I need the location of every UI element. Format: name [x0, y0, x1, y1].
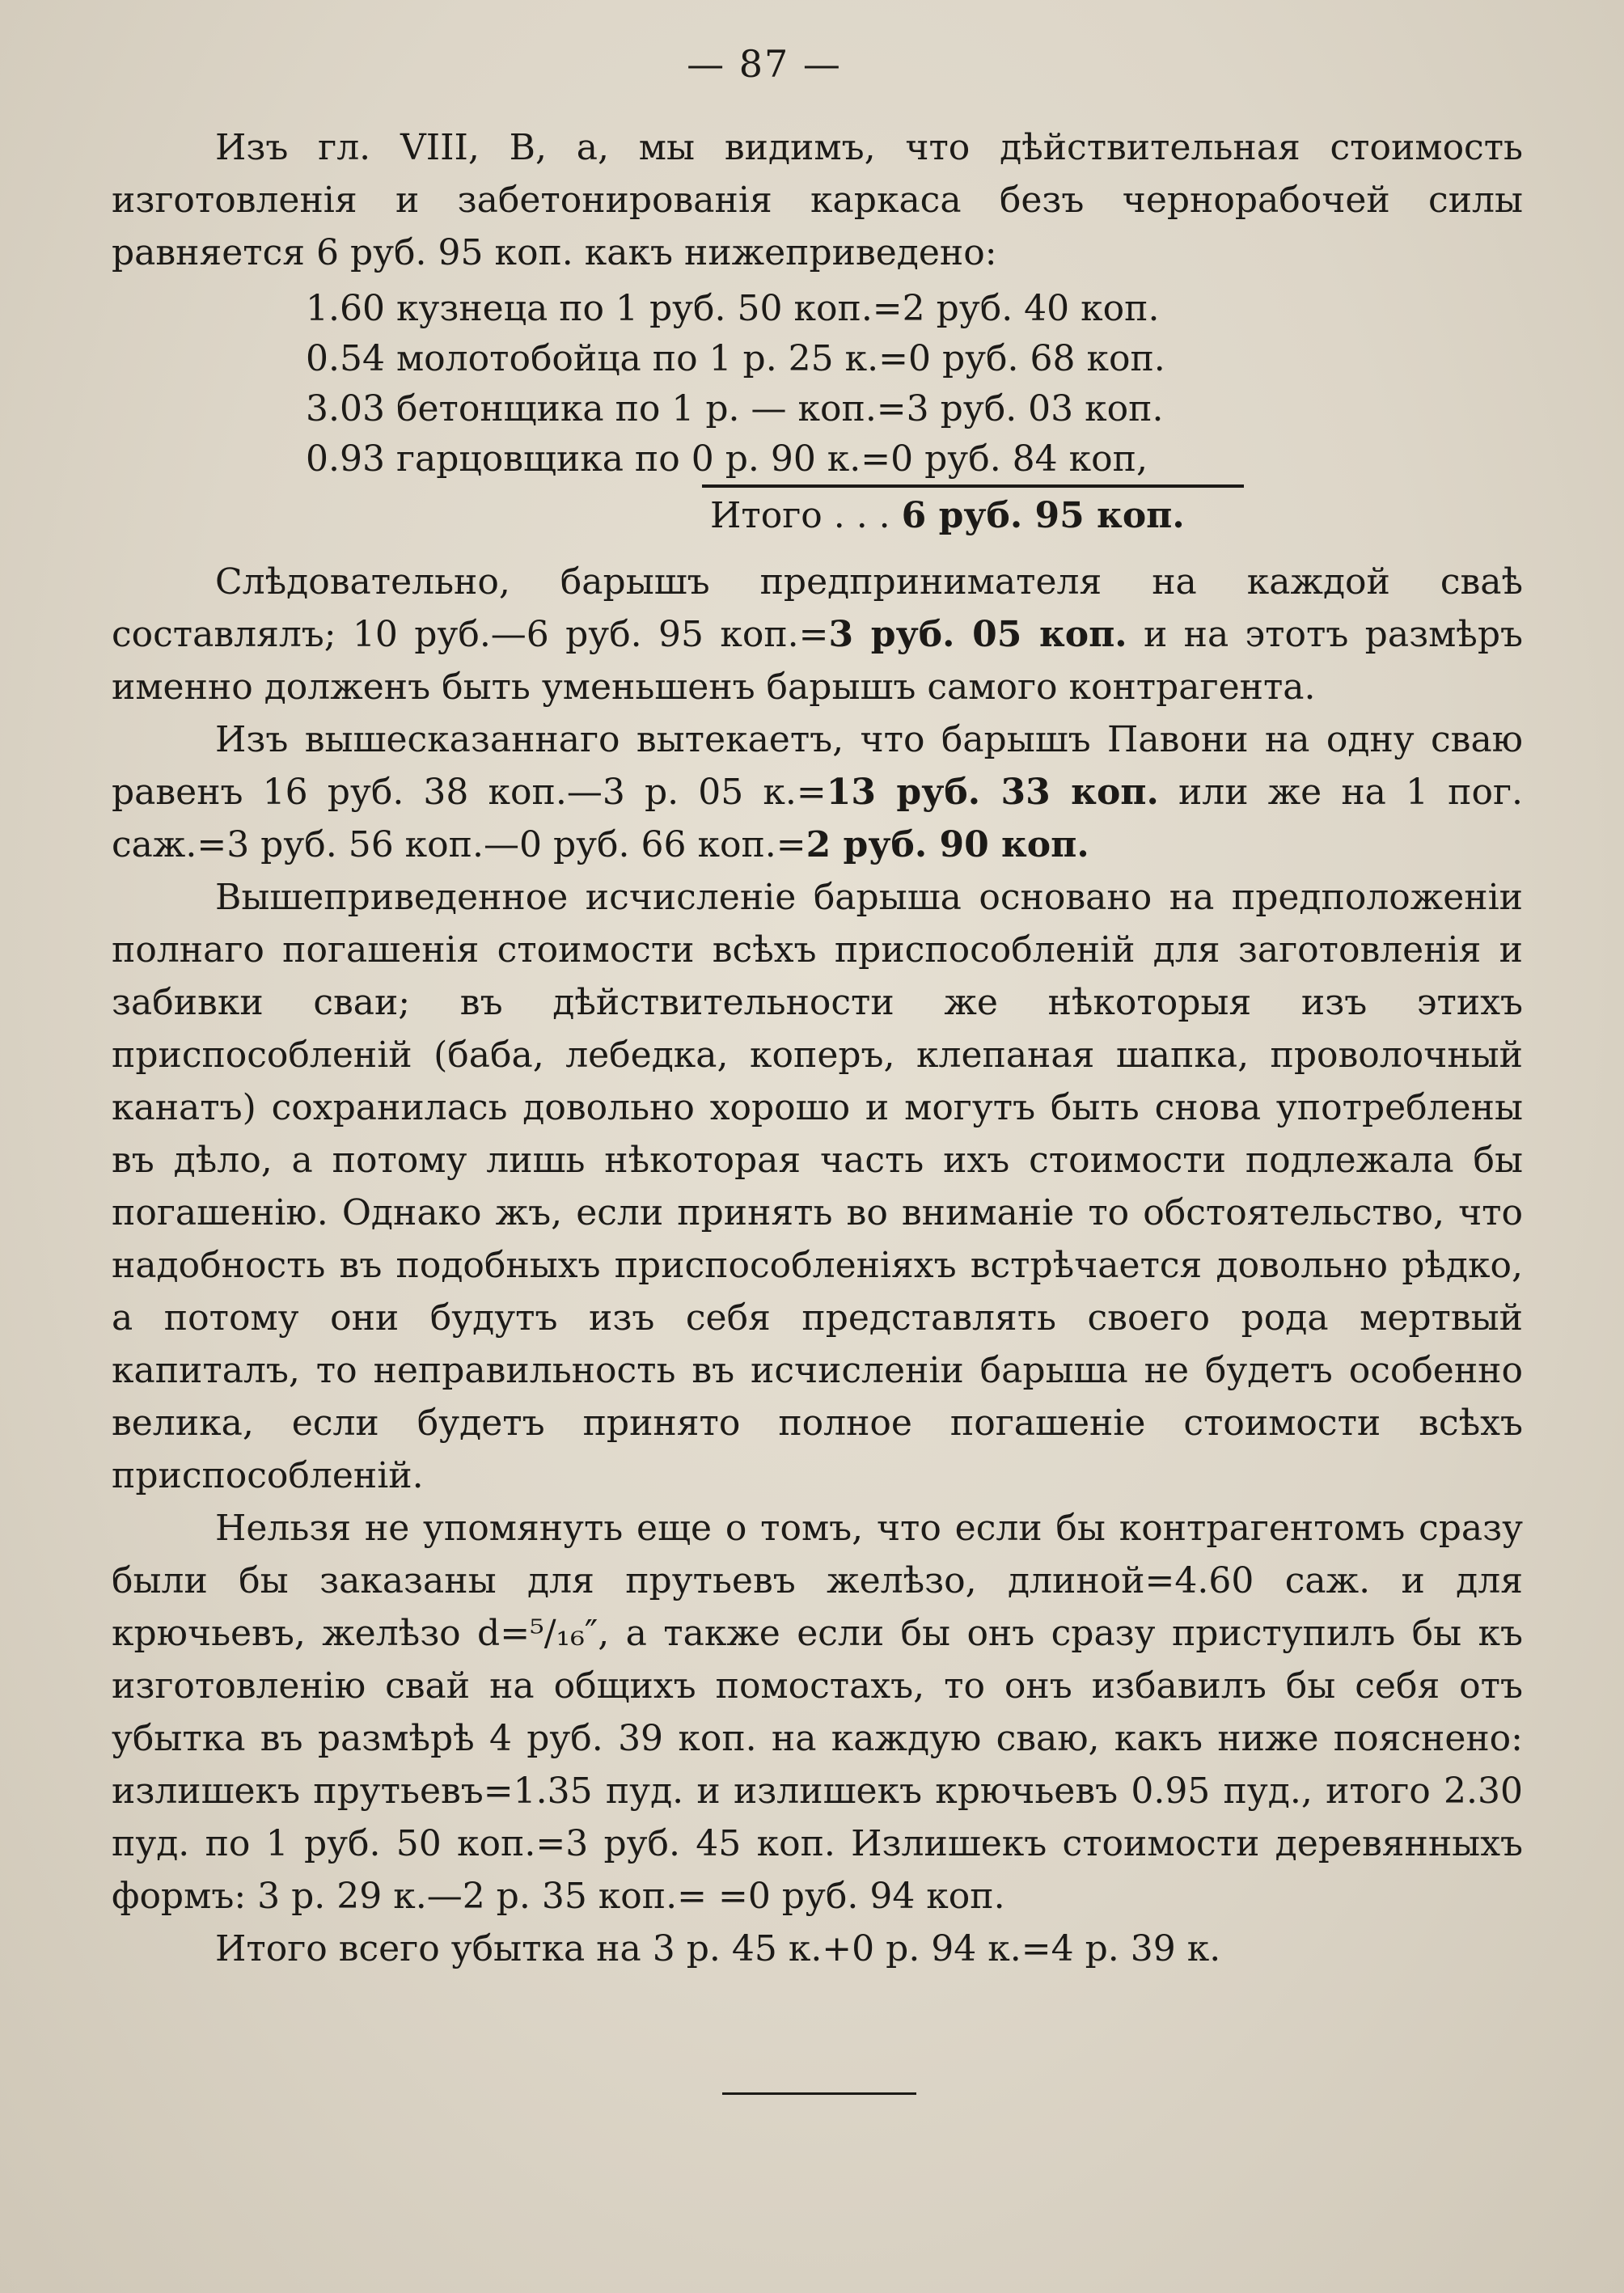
- cost-calculation: [306, 284, 1236, 544]
- page-number: — 87 —: [687, 42, 842, 86]
- paragraph-3-bold-2: 2 руб. 90 коп.: [806, 824, 1089, 865]
- paragraph-3-bold-1: 13 руб. 33 коп.: [826, 772, 1159, 813]
- paragraph-2-text-a: Слѣдовательно, барышъ предпринимателя на каждой сваѣ составлялъ; 10 руб.—6 руб. 95 коп.=: [112, 561, 1523, 655]
- paragraph-1: Изъ гл. VIII, В, а, мы видимъ, что дѣйствительная стоимость изготовленія и забетонированія каркаса безъ чернорабочей силы равняется 6 руб. 95 коп. какъ нижеприведено:: [112, 127, 1523, 273]
- paragraph-3-text-a: Изъ вышесказаннаго вытекаетъ, что барышъ Павони на одну сваю равенъ 16 руб. 38 коп.—3 р. 05 к.=: [112, 719, 1523, 813]
- paragraph-4: Вышеприведенное исчисленіе барыша основано на предположеніи полнаго погашенія стоимости всѣхъ приспособленій для заготовленія и забивки сваи; въ дѣйствительности же нѣкоторыя изъ этихъ приспособленій (баба, лебедка, коперъ, клепаная шапка, проволочный канатъ) сохранилась довольно хорошо и могутъ быть снова употреблены въ дѣло, а потому лишь нѣкоторая часть ихъ стоимости подлежала бы погашенію. Однако жъ, если принять во вниманіе то обстоятельство, что надобность въ подобныхъ приспособленіяхъ встрѣчается довольно рѣдко, а потому они будутъ изъ себя представлять своего рода мертвый капиталъ, то неправильность въ исчисленіи барыша не будетъ особенно велика, если будетъ принято полное погашеніе стоимости всѣхъ приспособленій.: [112, 877, 1523, 1496]
- calc-total: [702, 484, 1244, 544]
- calc-line-3: 3.03 бетонщика по 1 р. — коп.=3 руб. 03 коп.: [306, 388, 1164, 429]
- paragraph-3: [112, 713, 1523, 871]
- paragraph-3-text-b: или же на 1 пог. саж.=3 руб. 56 коп.—0 руб. 66 коп.=: [112, 772, 1523, 865]
- page-body: [112, 121, 1523, 1975]
- calc-total-value: 6 руб. 95 коп.: [901, 495, 1185, 536]
- paragraph-5: Нельзя не упомянуть еще о томъ, что если бы контрагентомъ сразу были бы заказаны для прутьевъ желѣзо, длиной=4.60 саж. и для крючьевъ, желѣзо d=⁵/₁₆″, а также если бы онъ сразу приступилъ бы къ изготовленію свай на общихъ помостахъ, то онъ избавилъ бы себя отъ убытка въ размѣрѣ 4 руб. 39 коп. на каждую сваю, какъ ниже пояснено: излишекъ прутьевъ=1.35 пуд. и излишекъ крючьевъ 0.95 пуд., итого 2.30 пуд. по 1 руб. 50 коп.=3 руб. 45 коп. Излишекъ стоимости деревянныхъ формъ: 3 р. 29 к.—2 р. 35 коп.= =0 руб. 94 коп.: [112, 1508, 1523, 1917]
- paragraph-2-bold: 3 руб. 05 коп.: [828, 614, 1127, 655]
- paragraph-2: [112, 556, 1523, 713]
- section-divider: [722, 2092, 916, 2095]
- calc-line-1: 1.60 кузнеца по 1 руб. 50 коп.=2 руб. 40 коп.: [306, 288, 1160, 329]
- calc-line-4: 0.93 гарцовщика по 0 р. 90 к.=0 руб. 84 коп,: [306, 438, 1148, 480]
- calc-line-2: 0.54 молотобойца по 1 р. 25 к.=0 руб. 68 коп.: [306, 338, 1165, 379]
- calc-total-label: Итого . . .: [710, 495, 902, 536]
- paragraph-2-text-b: и на этотъ размѣръ именно долженъ быть уменьшенъ барышъ самого контрагента.: [112, 614, 1523, 708]
- paragraph-6: Итого всего убытка на 3 р. 45 к.+0 р. 94 к.=4 р. 39 к.: [215, 1928, 1221, 1969]
